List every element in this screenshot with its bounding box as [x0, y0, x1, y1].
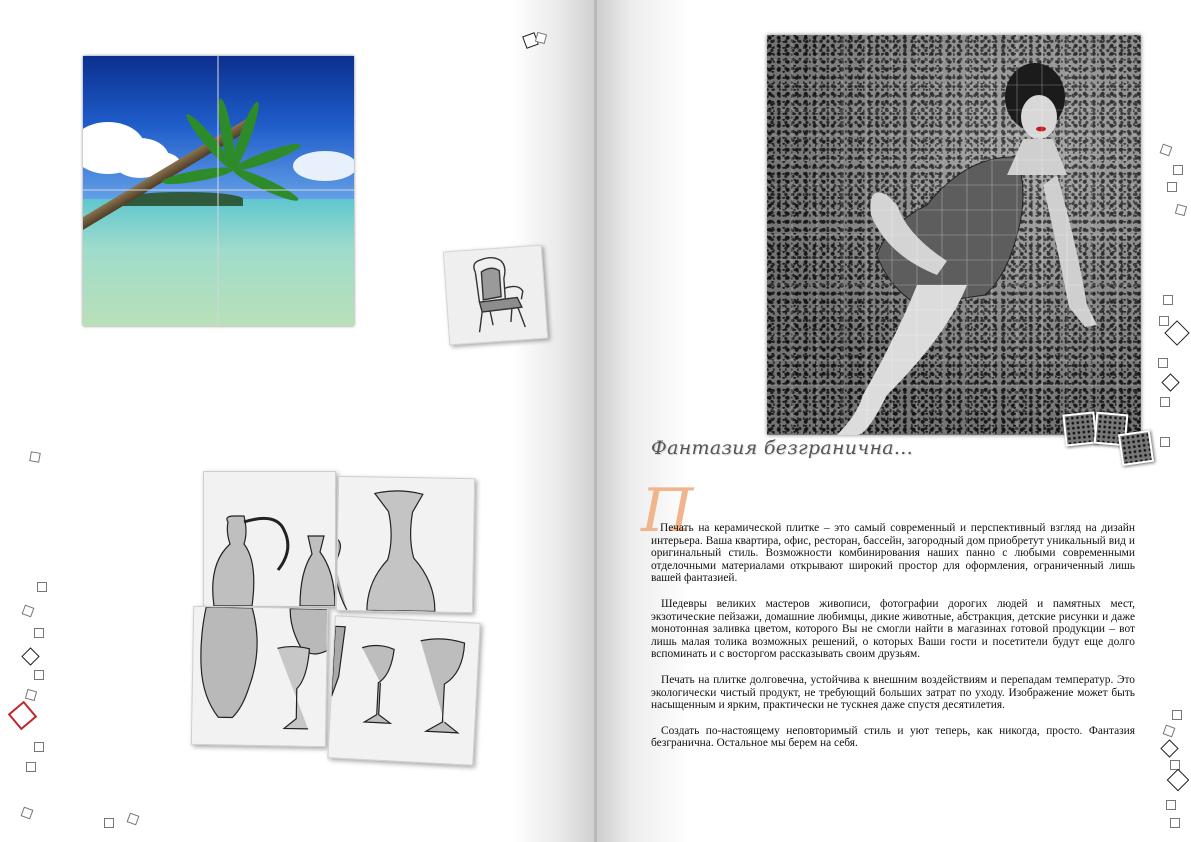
paragraph: Печать на плитке долговечна, устойчива к внешним воздействиям и перепадам температур. Это экологически чистый продукт, не требующий больших затрат по уходу. Изображение может быть насыщенным и ярким, практически не тускнея даже спустя десятилетия. — [651, 673, 1135, 712]
vases-illustration-icon — [337, 477, 474, 612]
body-text — [651, 522, 1135, 763]
vases-illustration-icon — [204, 472, 335, 606]
deco-square — [22, 605, 35, 618]
deco-square — [1163, 295, 1173, 305]
leopard-mini-tile — [1118, 430, 1154, 466]
deco-square — [1158, 358, 1168, 368]
deco-square — [104, 818, 114, 828]
deco-square-red — [8, 701, 38, 731]
deco-square — [34, 742, 44, 752]
photo-shading — [767, 35, 1141, 435]
vases-tile-bottom-right — [327, 615, 480, 765]
deco-square — [34, 628, 44, 638]
vases-illustration-icon — [328, 616, 479, 764]
deco-square — [535, 32, 547, 44]
leopard-mini-tile — [1062, 411, 1097, 446]
deco-square — [1166, 800, 1176, 810]
deco-square — [37, 582, 47, 592]
deco-square — [1170, 818, 1180, 828]
vases-illustration-icon — [192, 607, 327, 746]
vases-tile-top-left — [203, 471, 336, 607]
cloud — [293, 151, 354, 181]
drop-cap: П — [641, 476, 694, 546]
armchair-tile — [443, 245, 548, 346]
deco-square — [1160, 437, 1170, 447]
armchair-illustration-icon — [444, 246, 547, 345]
deco-square — [1173, 165, 1183, 175]
deco-square — [1160, 397, 1170, 407]
deco-square — [21, 807, 34, 820]
beach-tile-panel-photo — [83, 56, 354, 326]
paragraph: Создать по-настоящему неповторимый стиль и уют теперь, как никогда, просто. Фантазия безгранична. Остальное мы берем на себя. — [651, 724, 1135, 750]
deco-square — [26, 762, 36, 772]
sea — [83, 199, 354, 326]
deco-square — [25, 689, 37, 701]
paragraph: Печать на керамической плитке – это самый современный и перспективный взгляд на дизайн интерьера. Ваша квартира, офис, ресторан, бассейн, загородный дом приобретут уникальный вид и оригинальный стиль. Возможности комбинирования наших панно с любыми современными отделочными материалами открывают широкий простор для оформления, ограниченный лишь вашей фантазией. — [651, 522, 1135, 585]
leopard-woman-tile-panel-photo — [767, 35, 1141, 435]
paragraph: Шедевры великих мастеров живописи, фотографии дорогих людей и памятных мест, экзотические пейзажи, домашние любимцы, дикие животные, абстракция, детские рисунки и даже монотонная заливка цветом, которого Вы не смогли найти в магазинах готовой продукции – вот лишь малая толика возможных решений, о которых Ваши гости и посетители будут еще долго вспоминать и с восторгом рассказывать своим друзьям. — [651, 597, 1135, 661]
page-fold — [594, 0, 597, 842]
vases-tile-top-right — [336, 476, 475, 613]
deco-square — [1159, 316, 1169, 326]
deco-square — [1167, 182, 1177, 192]
deco-square — [34, 670, 44, 680]
deco-square — [1172, 710, 1182, 720]
deco-square — [127, 813, 140, 826]
vases-tile-bottom-left — [191, 606, 328, 747]
deco-square — [21, 647, 39, 665]
deco-square — [29, 451, 41, 463]
section-heading: Фантазия безгранична... — [651, 437, 913, 459]
